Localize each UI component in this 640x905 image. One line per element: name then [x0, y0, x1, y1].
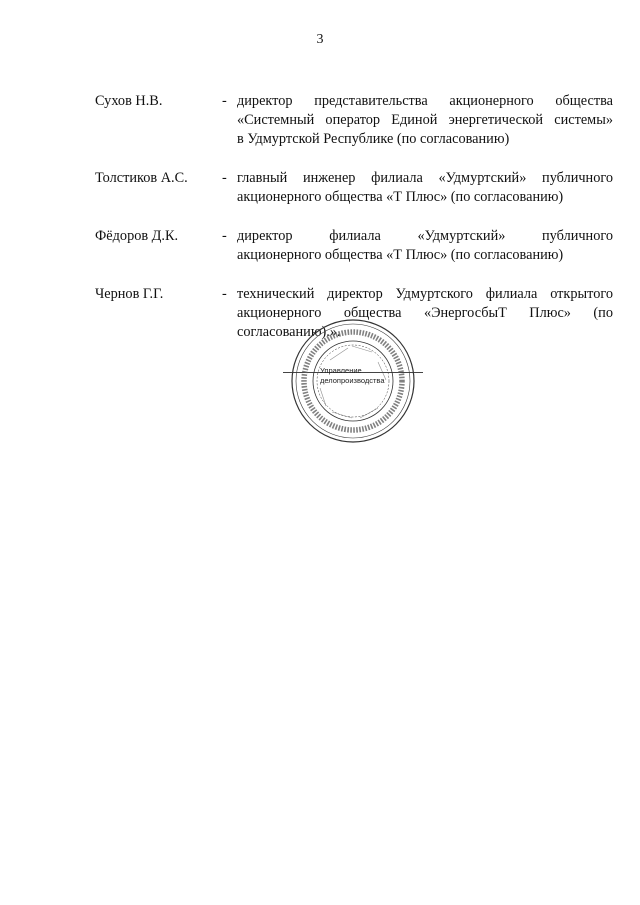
dash-separator: - — [222, 93, 227, 109]
stamp-line-1: Управление — [320, 366, 362, 375]
position-line: согласованию).». — [237, 324, 341, 340]
member-name: Сухов Н.В. — [95, 93, 163, 109]
stamp-text — [320, 366, 390, 386]
member-entry — [95, 169, 613, 207]
dash-separator: - — [222, 286, 227, 302]
office-stamp — [290, 318, 416, 444]
member-name: Чернов Г.Г. — [95, 286, 164, 302]
member-entry — [95, 92, 613, 149]
member-position — [237, 169, 613, 207]
position-line: акционерного общества «Т Плюс» (по согласованию) — [237, 247, 564, 263]
position-line: главный инженер филиала «Удмуртский» публичного — [237, 170, 613, 186]
position-line: директор представительства акционерного общества — [237, 93, 613, 109]
position-line: директор филиала «Удмуртский» публичного — [237, 228, 613, 244]
position-line: акционерного общества «ЭнергосбыТ Плюс» (по — [237, 305, 613, 321]
dash-separator: - — [222, 228, 227, 244]
member-name: Фёдоров Д.К. — [95, 228, 179, 244]
position-line: акционерного общества «Т Плюс» (по согласованию) — [237, 189, 564, 205]
position-line: в Удмуртской Республике (по согласованию) — [237, 131, 510, 147]
position-line: технический директор Удмуртского филиала открытого — [237, 286, 613, 302]
member-entry — [95, 227, 613, 265]
position-line: «Системный оператор Единой энергетической системы» — [237, 112, 613, 128]
member-name: Толстиков А.С. — [95, 170, 188, 186]
page-number: 3 — [316, 32, 324, 47]
dash-separator: - — [222, 170, 227, 186]
stamp-line-2: делопроизводства — [320, 376, 385, 385]
member-position — [237, 227, 613, 265]
member-position — [237, 92, 613, 149]
